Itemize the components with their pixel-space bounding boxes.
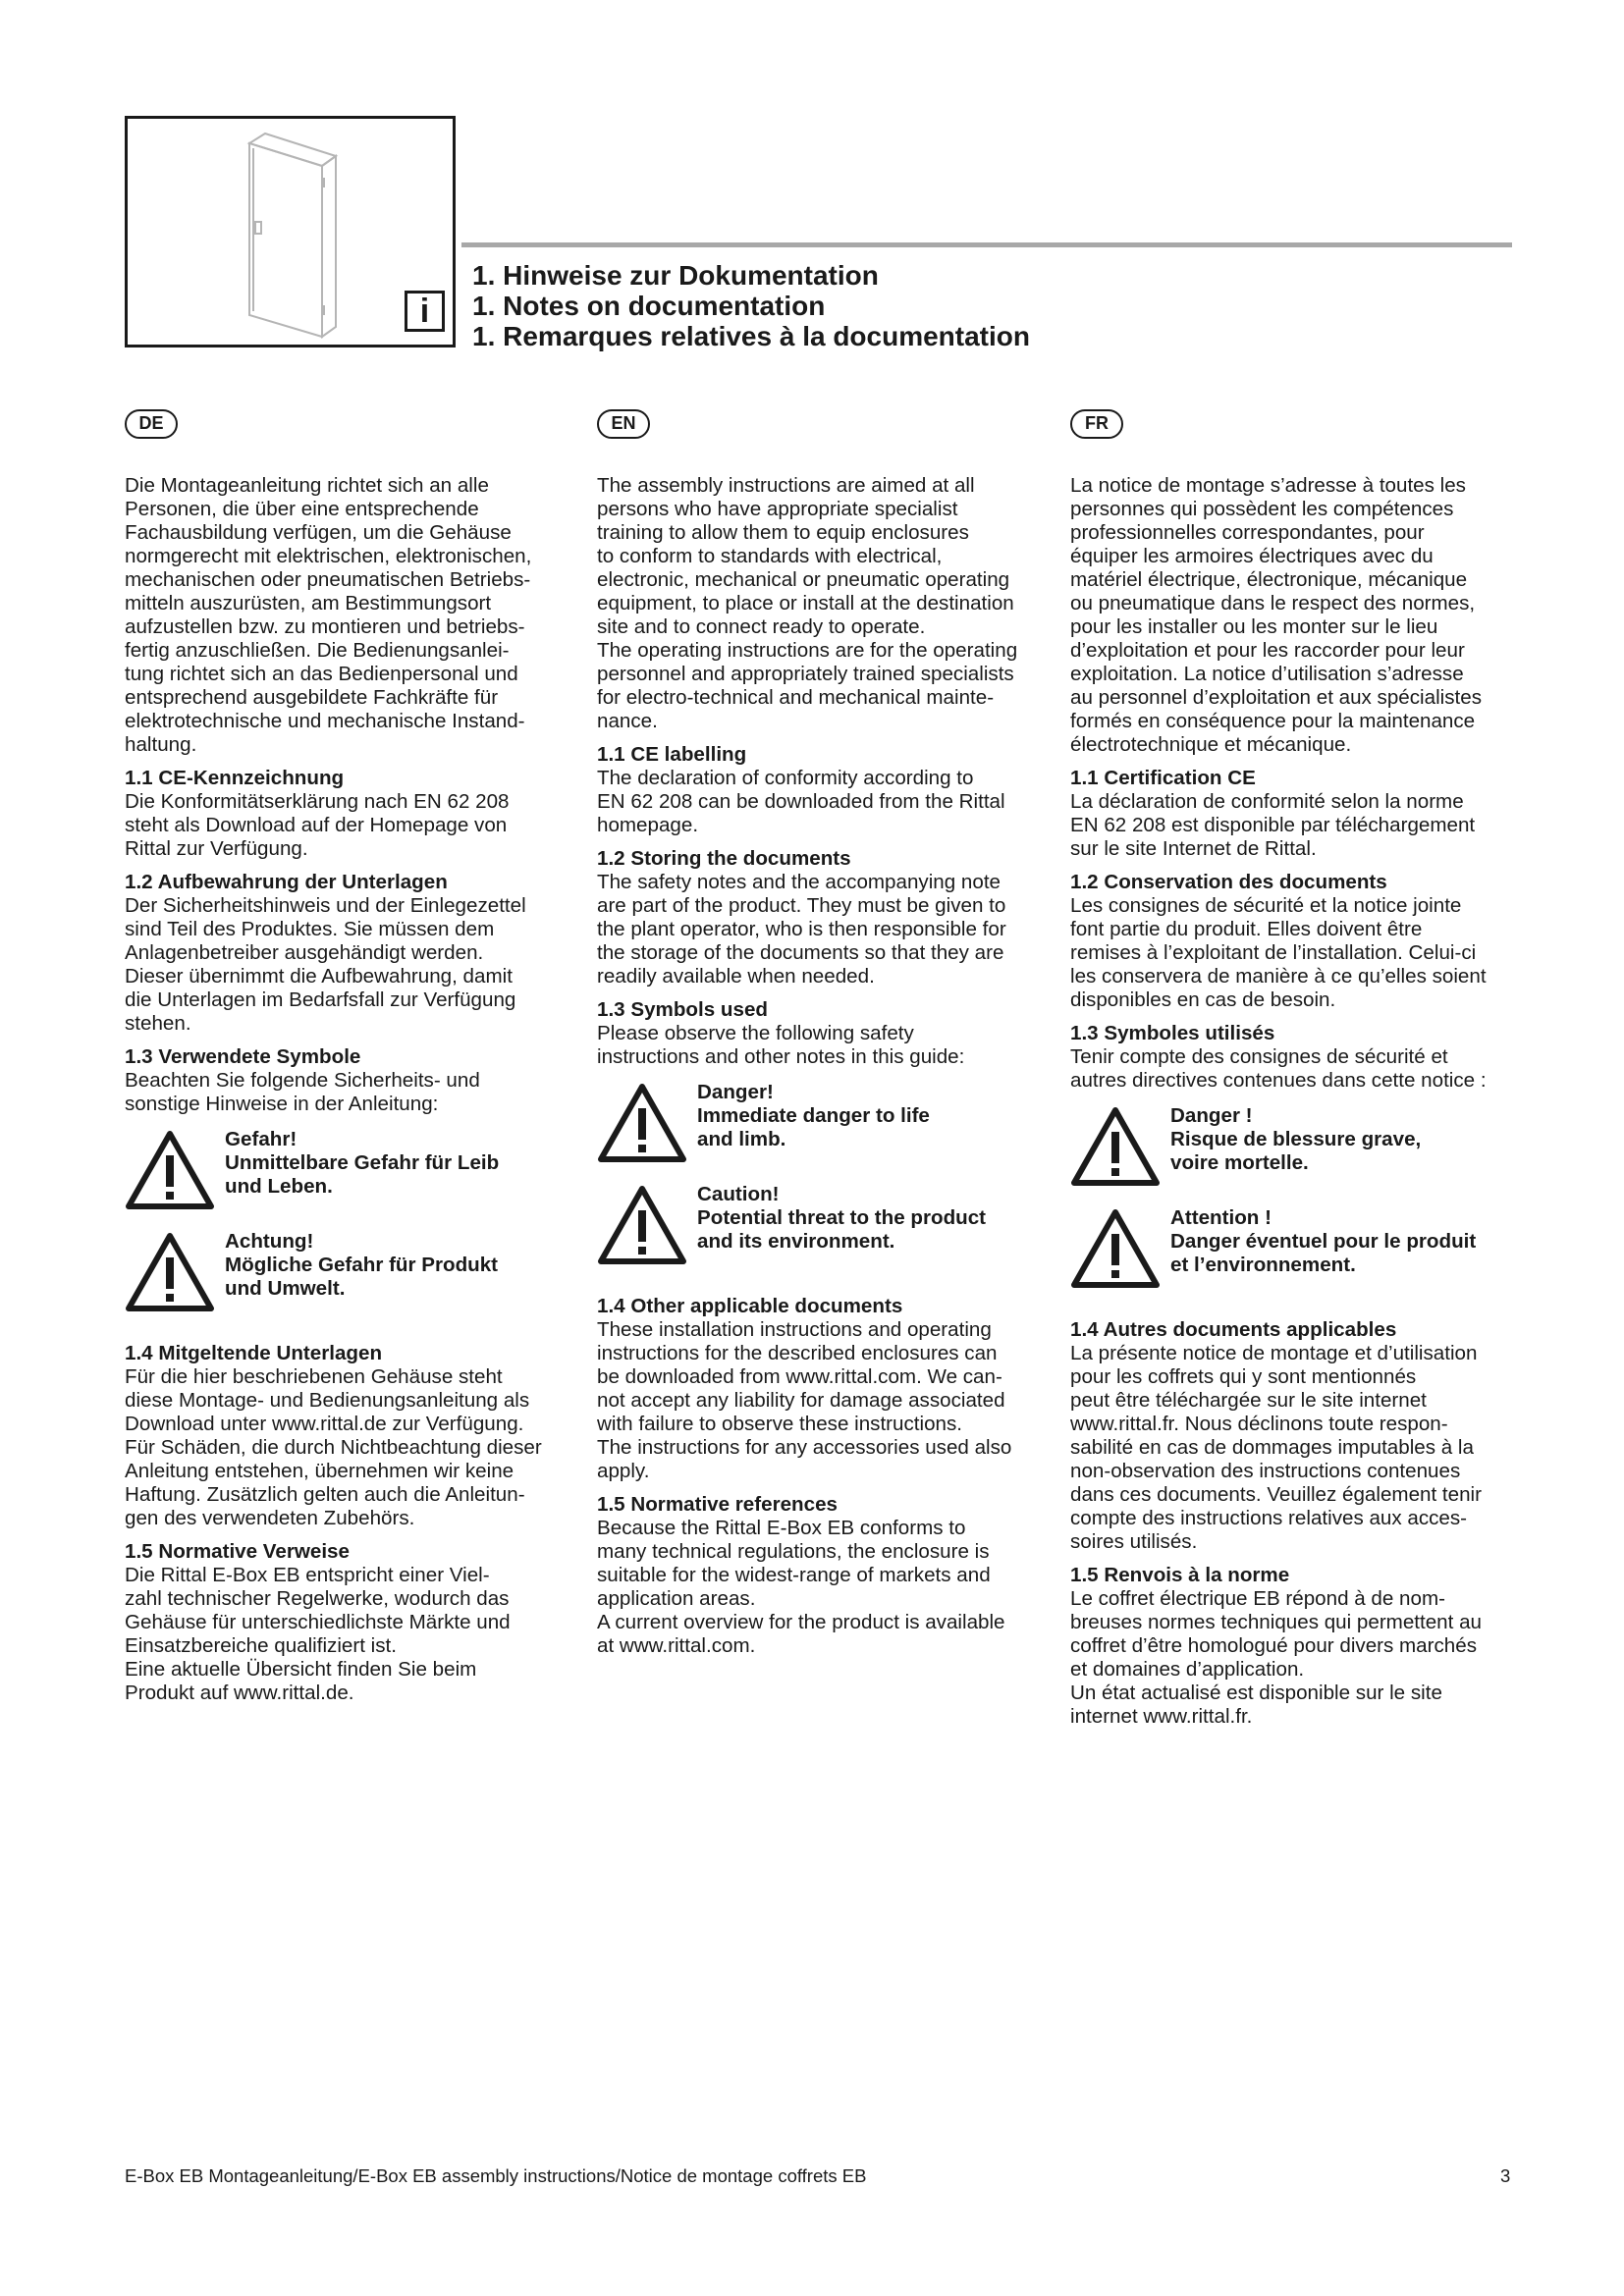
text-line: autres directives contenues dans cette notice : (1070, 1069, 1487, 1092)
text-line: pour les coffrets qui y sont mentionnés (1070, 1365, 1417, 1388)
text-line: Rittal zur Verfügung. (125, 837, 308, 860)
text-line: and its environment. (697, 1230, 895, 1253)
text-line: apply. (597, 1460, 650, 1482)
text-line: Die Konformitätserklärung nach EN 62 208 (125, 790, 510, 813)
text-line: pour les installer ou les monter sur le lieu (1070, 615, 1438, 638)
section-1-2 (597, 847, 1044, 988)
text-line: non-observation des instructions contenues (1070, 1460, 1461, 1482)
warning-triangle-icon (1070, 1208, 1161, 1289)
text-line: zahl technischer Regelwerke, wodurch das (125, 1587, 510, 1610)
text-line: sur le site Internet de Rittal. (1070, 837, 1317, 860)
text-line: die Unterlagen im Bedarfsfall zur Verfügung (125, 988, 516, 1011)
text-line: The safety notes and the accompanying note (597, 871, 1001, 893)
section-body (125, 894, 576, 1036)
text-line: La déclaration de conformité selon la norme (1070, 790, 1464, 813)
warning-triangle-icon (597, 1083, 687, 1163)
section-body (597, 767, 1044, 837)
section-1-1 (1070, 767, 1517, 861)
text-line: sonstige Hinweise in der Anleitung: (125, 1093, 439, 1115)
text-line: et l’environnement. (1170, 1254, 1356, 1276)
text-line: at www.rittal.com. (597, 1634, 756, 1657)
intro-text (125, 474, 576, 757)
language-badge-en: EN (597, 409, 650, 439)
page-number: 3 (1500, 2165, 1511, 2186)
text-line: electronic, mechanical or pneumatic operating (597, 568, 1010, 591)
caution-notice (597, 1183, 1044, 1265)
text-line: nance. (597, 710, 658, 732)
section-heading: 1.1 CE labelling (597, 743, 747, 766)
text-line: for electro-technical and mechanical mainte- (597, 686, 995, 709)
text-line: aufzustellen bzw. zu montieren und betriebs- (125, 615, 525, 638)
text-line: voire mortelle. (1170, 1151, 1309, 1174)
section-1-2 (125, 871, 576, 1036)
text-line: normgerecht mit elektrischen, elektronischen, (125, 545, 532, 567)
section-heading: 1.2 Storing the documents (597, 847, 851, 870)
text-line: Für Schäden, die durch Nichtbeachtung dieser (125, 1436, 542, 1459)
text-line: les conservera de manière à ce qu’elles soient (1070, 965, 1487, 988)
text-line: au personnel d’exploitation et aux spécialistes (1070, 686, 1483, 709)
text-line: coffret d’être homologué pour divers marchés (1070, 1634, 1477, 1657)
text-line: dans ces documents. Veuillez également tenir (1070, 1483, 1482, 1506)
caution-notice-text (1170, 1206, 1476, 1277)
section-heading: 1.1 Certification CE (1070, 767, 1256, 789)
text-line: Un état actualisé est disponible sur le site (1070, 1682, 1442, 1704)
info-icon: i (405, 291, 445, 332)
section-1-5 (597, 1493, 1044, 1658)
text-line: personnes qui possèdent les compétences (1070, 498, 1454, 520)
page-title-fr: 1. Remarques relatives à la documentation (472, 321, 1030, 351)
text-line: The assembly instructions are aimed at all (597, 474, 975, 497)
text-line: Die Rittal E-Box EB entspricht einer Viel- (125, 1564, 490, 1586)
section-heading: 1.1 CE-Kennzeichnung (125, 767, 345, 789)
text-line: ou pneumatique dans le respect des normes, (1070, 592, 1476, 614)
text-line: the storage of the documents so that they are (597, 941, 1004, 964)
warning-triangle-icon (125, 1232, 215, 1312)
section-heading: 1.4 Mitgeltende Unterlagen (125, 1342, 383, 1364)
section-heading: 1.3 Verwendete Symbole (125, 1045, 361, 1068)
text-line: matériel électrique, électronique, mécanique (1070, 568, 1468, 591)
text-line: Attention ! (1170, 1206, 1272, 1229)
column-de (125, 409, 576, 1705)
text-line: gen des verwendeten Zubehörs. (125, 1507, 415, 1529)
section-1-4 (597, 1295, 1044, 1483)
section-1-1 (597, 743, 1044, 837)
text-line: homepage. (597, 814, 699, 836)
text-line: Produkt auf www.rittal.de. (125, 1682, 354, 1704)
text-line: breuses normes techniques qui permettent au (1070, 1611, 1482, 1633)
section-1-1 (125, 767, 576, 861)
section-1-5 (1070, 1564, 1517, 1729)
text-line: électrotechnique et mécanique. (1070, 733, 1352, 756)
text-line: diese Montage- und Bedienungsanleitung als (125, 1389, 530, 1412)
section-body (597, 1318, 1044, 1483)
section-heading: 1.4 Autres documents applicables (1070, 1318, 1397, 1341)
section-body (125, 1365, 576, 1530)
text-line: et domaines d’application. (1070, 1658, 1305, 1681)
section-heading: 1.5 Normative Verweise (125, 1540, 350, 1563)
text-line: Danger! (697, 1081, 774, 1103)
section-1-3 (597, 998, 1044, 1069)
text-line: steht als Download auf der Homepage von (125, 814, 508, 836)
section-heading: 1.3 Symbols used (597, 998, 768, 1021)
text-line: Potential threat to the product (697, 1206, 987, 1229)
text-line: soires utilisés. (1070, 1530, 1198, 1553)
text-line: The declaration of conformity according to (597, 767, 974, 789)
text-line: équiper les armoires électriques avec du (1070, 545, 1434, 567)
text-line: Anleitung entstehen, übernehmen wir keine (125, 1460, 514, 1482)
text-line: with failure to observe these instructions. (597, 1413, 963, 1435)
section-heading: 1.3 Symboles utilisés (1070, 1022, 1275, 1044)
intro-text (1070, 474, 1517, 757)
section-body (1070, 1045, 1517, 1093)
text-line: Der Sicherheitshinweis und der Einlegezettel (125, 894, 526, 917)
text-line: Für die hier beschriebenen Gehäuse steht (125, 1365, 503, 1388)
text-line: many technical regulations, the enclosure is (597, 1540, 990, 1563)
section-heading: 1.5 Renvois à la norme (1070, 1564, 1290, 1586)
text-line: und Leben. (225, 1175, 333, 1198)
title-divider (461, 242, 1512, 247)
text-line: Risque de blessure grave, (1170, 1128, 1422, 1150)
text-line: Because the Rittal E-Box EB conforms to (597, 1517, 966, 1539)
text-line: compte des instructions relatives aux acces- (1070, 1507, 1468, 1529)
section-body (1070, 1587, 1517, 1729)
text-line: La présente notice de montage et d’utilisation (1070, 1342, 1478, 1364)
text-line: Please observe the following safety (597, 1022, 914, 1044)
text-line: elektrotechnische und mechanische Instand- (125, 710, 525, 732)
danger-notice-text (697, 1081, 930, 1151)
text-line: exploitation. La notice d’utilisation s’adresse (1070, 663, 1464, 685)
text-line: stehen. (125, 1012, 191, 1035)
text-line: persons who have appropriate specialist (597, 498, 958, 520)
section-body (597, 1022, 1044, 1069)
text-line: Beachten Sie folgende Sicherheits- und (125, 1069, 480, 1092)
text-line: mechanischen oder pneumatischen Betriebs- (125, 568, 531, 591)
text-line: instructions and other notes in this guide: (597, 1045, 965, 1068)
text-line: mitteln auszurüsten, am Bestimmungsort (125, 592, 492, 614)
danger-notice (125, 1128, 576, 1210)
section-1-2 (1070, 871, 1517, 1012)
page-title-en: 1. Notes on documentation (472, 291, 826, 321)
text-line: training to allow them to equip enclosures (597, 521, 969, 544)
section-body (1070, 1342, 1517, 1554)
text-line: suitable for the widest-range of markets and (597, 1564, 991, 1586)
danger-notice (1070, 1104, 1517, 1187)
page-title-block (472, 260, 1030, 351)
text-line: font partie du produit. Elles doivent être (1070, 918, 1423, 940)
section-body (125, 790, 576, 861)
text-line: Tenir compte des consignes de sécurité et (1070, 1045, 1448, 1068)
text-line: und Umwelt. (225, 1277, 346, 1300)
column-fr (1070, 409, 1517, 1729)
danger-notice (597, 1081, 1044, 1163)
text-line: are part of the product. They must be given to (597, 894, 1006, 917)
text-line: A current overview for the product is available (597, 1611, 1005, 1633)
section-body (1070, 894, 1517, 1012)
text-line: Le coffret électrique EB répond à de nom- (1070, 1587, 1445, 1610)
text-line: Danger éventuel pour le produit (1170, 1230, 1477, 1253)
section-1-3 (1070, 1022, 1517, 1093)
text-line: be downloaded from www.rittal.com. We can- (597, 1365, 1002, 1388)
text-line: Gefahr! (225, 1128, 298, 1150)
text-line: equipment, to place or install at the destination (597, 592, 1014, 614)
text-line: Haftung. Zusätzlich gelten auch die Anleitun- (125, 1483, 525, 1506)
section-body (597, 871, 1044, 988)
text-line: These installation instructions and operating (597, 1318, 992, 1341)
section-body (125, 1564, 576, 1705)
text-line: internet www.rittal.fr. (1070, 1705, 1253, 1728)
text-line: Mögliche Gefahr für Produkt (225, 1254, 499, 1276)
intro-text (597, 474, 1044, 733)
danger-notice-text (225, 1128, 499, 1199)
text-line: site and to connect ready to operate. (597, 615, 926, 638)
text-line: remises à l’exploitant de l’installation. Celui-ci (1070, 941, 1477, 964)
warning-triangle-icon (597, 1185, 687, 1265)
text-line: d’exploitation et pour les raccorder pour leur (1070, 639, 1465, 662)
warning-triangle-icon (1070, 1106, 1161, 1187)
text-line: application areas. (597, 1587, 756, 1610)
text-line: Eine aktuelle Übersicht finden Sie beim (125, 1658, 477, 1681)
section-1-4 (125, 1342, 576, 1530)
section-1-4 (1070, 1318, 1517, 1554)
text-line: Einsatzbereiche qualifiziert ist. (125, 1634, 397, 1657)
caution-notice-text (225, 1230, 498, 1301)
text-line: entsprechend ausgebildete Fachkräfte für (125, 686, 499, 709)
text-line: The operating instructions are for the operating (597, 639, 1018, 662)
section-heading: 1.5 Normative references (597, 1493, 838, 1516)
text-line: Immediate danger to life (697, 1104, 930, 1127)
text-line: peut être téléchargée sur le site internet (1070, 1389, 1427, 1412)
text-line: disponibles en cas de besoin. (1070, 988, 1336, 1011)
language-badge-fr: FR (1070, 409, 1123, 439)
text-line: Danger ! (1170, 1104, 1253, 1127)
text-line: the plant operator, who is then responsible for (597, 918, 1006, 940)
caution-notice (1070, 1206, 1517, 1289)
text-line: and limb. (697, 1128, 786, 1150)
section-1-3 (125, 1045, 576, 1116)
text-line: Gehäuse für unterschiedlichste Märkte und (125, 1611, 511, 1633)
text-line: Les consignes de sécurité et la notice jointe (1070, 894, 1462, 917)
text-line: The instructions for any accessories used also (597, 1436, 1012, 1459)
page-title-de: 1. Hinweise zur Dokumentation (472, 260, 879, 291)
text-line: Personen, die über eine entsprechende (125, 498, 479, 520)
text-line: www.rittal.fr. Nous déclinons toute respon- (1070, 1413, 1448, 1435)
text-line: Fachausbildung verfügen, um die Gehäuse (125, 521, 512, 544)
danger-notice-text (1170, 1104, 1421, 1175)
section-1-5 (125, 1540, 576, 1705)
warning-triangle-icon (125, 1130, 215, 1210)
caution-notice (125, 1230, 576, 1312)
text-line: not accept any liability for damage associated (597, 1389, 1005, 1412)
section-body (125, 1069, 576, 1116)
section-heading: 1.2 Conservation des documents (1070, 871, 1387, 893)
text-line: Anlagenbetreiber ausgehändigt werden. (125, 941, 484, 964)
text-line: La notice de montage s’adresse à toutes les (1070, 474, 1466, 497)
text-line: sabilité en cas de dommages imputables à la (1070, 1436, 1474, 1459)
text-line: formés en conséquence pour la maintenance (1070, 710, 1476, 732)
language-badge-de: DE (125, 409, 178, 439)
text-line: readily available when needed. (597, 965, 875, 988)
text-line: professionnelles correspondantes, pour (1070, 521, 1425, 544)
text-line: to conform to standards with electrical, (597, 545, 943, 567)
column-en (597, 409, 1044, 1658)
text-line: fertig anzuschließen. Die Bedienungsanlei- (125, 639, 510, 662)
text-line: personnel and appropriately trained specialists (597, 663, 1014, 685)
section-heading: 1.4 Other applicable documents (597, 1295, 903, 1317)
text-line: sind Teil des Produktes. Sie müssen dem (125, 918, 495, 940)
caution-notice-text (697, 1183, 986, 1254)
text-line: Die Montageanleitung richtet sich an alle (125, 474, 489, 497)
text-line: Unmittelbare Gefahr für Leib (225, 1151, 500, 1174)
section-body (1070, 790, 1517, 861)
text-line: instructions for the described enclosures can (597, 1342, 998, 1364)
text-line: EN 62 208 est disponible par téléchargement (1070, 814, 1476, 836)
text-line: tung richtet sich an das Bedienpersonal und (125, 663, 518, 685)
section-heading: 1.2 Aufbewahrung der Unterlagen (125, 871, 448, 893)
footer-text: E-Box EB Montageanleitung/E-Box EB assembly instructions/Notice de montage coffrets EB (125, 2165, 867, 2186)
text-line: Download unter www.rittal.de zur Verfügung. (125, 1413, 524, 1435)
text-line: Dieser übernimmt die Aufbewahrung, damit (125, 965, 513, 988)
text-line: Achtung! (225, 1230, 314, 1253)
section-body (597, 1517, 1044, 1658)
text-line: Caution! (697, 1183, 780, 1205)
text-line: EN 62 208 can be downloaded from the Rittal (597, 790, 1005, 813)
text-line: haltung. (125, 733, 197, 756)
